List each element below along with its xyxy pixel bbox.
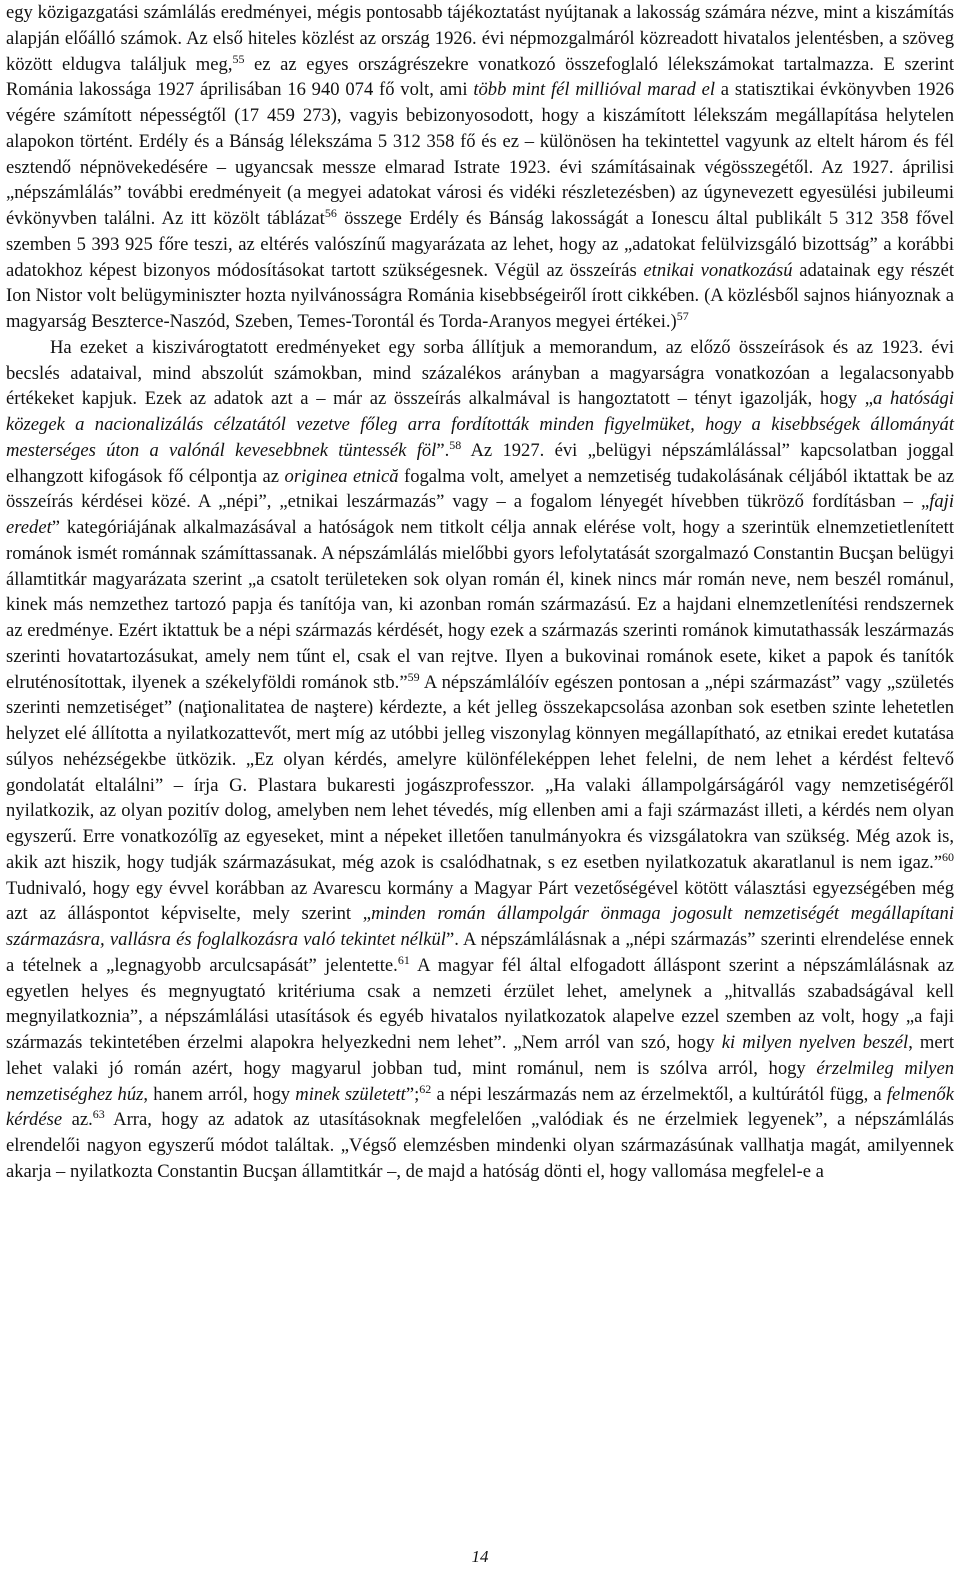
text-run: Arra, hogy az adatok az utasításoknak megfelelően „valódiak és ne érzelmiek legyenek”, a népszámlálás elrendelői nagyon egyszerű módot találtak. „Végső elemzésben mindenki olyan származásúnak vallhatja magát, amilyennek akarja – nyilatkozta Constantin Bucşan államtitkár –, de majd a hatóság dönti el, hogy vallomása megfelel-e a bbox=[6, 1109, 954, 1182]
text-run: adatainak egy részét Ion Nistor volt belügyminiszter hozta nyilvánosságra Románia kisebbségeiről írott cikkében. (A közlésből sajnos hiányoznak a magyarság Beszterce-Naszód, Szeben, Temes-Torontál és Torda-Aranyos megyei értékei.) bbox=[6, 259, 955, 332]
text-run: ” kategóriájának alkalmazásával a hatóságok nem titkolt célja annak elérése volt, hogy a szerintük elnemzetietlenített románok ismét románnak számíttassanak. A népszámlálás mielőbbi gyors lefolytatását szorgalmazó Constantin Bucşan belügyi államtitkár magyarázata szerint „a csatolt területeken sok olyan román él, kinek nincs már román neve, nem beszél románul, kinek más nemzethez tartozó papja és tanítója van, ki azonban román származású. Ez a hajdani elnemzetlenítési rendszernek az eredménye. Ezért iktattuk be a népi származás kérdését, hogy ezek a származás szerinti románok kimutathassák leszármazás szerinti hovatartozásukat, amely nem tűnt el, csak el van rejtve. Ilyen a bukovinai románok esete, kiket a papok és tanítók elruténosítottak, ilyenek a székelyföldi románok stb.” bbox=[6, 517, 954, 693]
footnote-ref-63[interactable]: 63 bbox=[92, 1107, 105, 1122]
paragraph-2 bbox=[6, 335, 954, 1185]
text-run: ”. A népszámlálásnak a „népi származás” szerinti elrendelése ennek a tételnek a „legnagyobb arculcsapását” jelentette. bbox=[6, 929, 954, 976]
text-run: összege Erdély és Bánság lakosságát a Ionescu által publikált 5 312 358 fővel szemben 5 393 925 főre teszi, az eltérés valószínű magyarázata az lehet, hogy az „adatokat felülvizsgáló bizottság” a korábbi adatokhoz képest bizonyos módosításokat tartott szükségesnek. Végül az összeírás bbox=[6, 208, 954, 281]
emphasis-text: érzelmileg milyen nemzetiséghez húz bbox=[6, 1057, 954, 1105]
text-run: A magyar fél által elfogadott álláspont szerint a népszámlálásnak az egyetlen helyes és megnyugtató kritériuma csak a nemzeti érzület lehet, amelynek a „hitvallás szabadságával kell megnyilatkoznia”, a népszámlálási utasítások és egyéb hivatalos nyilatkozatok alapelve ezzel szemben az volt, hogy „a faji származás tekintetében érzelmi alapokra helyezkedni nem lehet”. „Nem arról van szó, hogy bbox=[6, 954, 954, 1053]
text-run: Ha ezeket a kiszivárogtatott eredményeket egy sorba állítjuk a memorandum, az előző összeírások és az 1923. évi becslés adataival, mind abszolút számokban, mind százalékos arányban a magyarságra vonatkozóan a legalacsonyabb értékeket kapjuk. Ezek az adatok azt a – már az összeírás alkalmával is hangoztatott – tényt igazolják, hogy „ bbox=[6, 336, 954, 410]
text-run: ”; bbox=[405, 1083, 420, 1105]
document-page bbox=[6, 0, 954, 1185]
text-run: egy közigazgatási számlálás eredményei, mégis pontosabb tájékoztatást nyújtanak a lakosság számára nézve, mint a kiszámítás alapján előálló számok. Az első hiteles közlést az ország 1926. évi népmozgalmáról közreadott hivatalos jelentésben, a szöveg között eldugva találjuk meg, bbox=[6, 2, 954, 75]
page-number: 14 bbox=[471, 1547, 489, 1566]
text-run: ez az egyes országrészekre vonatkozó összefoglaló lélekszámokat tartalmazza. E szerint Románia lakossága 1927 áprilisában 16 940 074 fő volt, ami bbox=[6, 53, 954, 101]
footnote-ref-62[interactable]: 62 bbox=[419, 1081, 432, 1096]
text-run: , hanem arról, hogy bbox=[143, 1083, 296, 1105]
text-run: fogalma volt, amelyet a nemzetiség tudakolásának céljából iktattak be az összeírás kérdései közé. A „népi”, „etnikai leszármazás” vagy – a fogalom lényegét hívebben tükröző fordításban – „ bbox=[6, 465, 954, 513]
text-run: Tudnivaló, hogy egy évvel korábban az Avarescu kormány a Magyar Párt vezetőségével kötött választási egyezségében még azt az álláspontot képviselte, mely szerint „ bbox=[6, 877, 954, 925]
footnote-ref-56[interactable]: 56 bbox=[324, 205, 337, 220]
footnote-ref-57[interactable]: 57 bbox=[676, 308, 689, 323]
footnote-ref-59[interactable]: 59 bbox=[407, 669, 420, 684]
text-run: Az 1927. évi „belügyi népszámlálással” kapcsolatban joggal elhangzott kifogások fő célpontja az bbox=[6, 439, 955, 487]
term-italic: faji eredet bbox=[6, 491, 954, 538]
text-run: az. bbox=[62, 1109, 93, 1131]
text-run: A népszámlálóív egészen pontosan a „népi származást” vagy „születés szerinti nemzetiséget” (naţionalitatea de naştere) kérdezte, a két jelleg összekapcsolása azonban sok esetben szinte lehetetlen helyzet elé állította a nyilatkozattevőt, mert míg az utóbbi jelleg viszonylag könnyen megállapítható, az etnikai eredet kutatása súlyos nehézségekbe ütközik. „Ez olyan kérdés, amelyre különféleképpen lehet felelni, de nem lehet a kérdést feltevő gondolatát eltalálni” – írja G. Plastara bukaresti jogászprofesszor. „Ha valaki állampolgárságáról vagy nemzetiségéről nyilatkozik, az olyan pozitív dolog, amelyben nem lehet tévedés, míg ellenben ami a faji származást illeti, a kérdés nem olyan egyszerű. Erre vonatkozólīg az egyeseket, mint a népeket illetően tanulmányokra és vizsgálatokra van szükség. Még azok is, akik azt hiszik, hogy tudják származásukat, még azok is csalódhatnak, s ez esetben nyilatkozatuk akaratlanul is nem igaz.” bbox=[6, 671, 954, 873]
text-run: , mert lehet valaki jó román azért, hogy magyarul jobban tud, mint románul, nem is szólva arról, hogy bbox=[6, 1032, 954, 1079]
text-run: a statisztikai évkönyvben 1926 végére számított népességtől (17 459 273), vagyis bebizonyosodott, hogy a kiszámított lélekszám megállapítása helytelen alapokon történt. Erdély és a Bánság lélekszáma 5 312 358 fő és ez – különösen ha tekintettel vagyunk az eltelt három és fél esztendő népnövekedésére – ugyancsak messze elmarad Istrate 1923. évi számításainak végösszegétől. Az 1927. áprilisi „népszámlálás” további eredményeit (a megyei adatokat városi és vidéki részletezésben) az úgynevezett egyesülési jubileumi évkönyvben találni. Az itt közölt táblázat bbox=[6, 79, 954, 229]
emphasis-text: felmenők kérdése bbox=[6, 1083, 954, 1131]
emphasis-text: minek született bbox=[295, 1083, 406, 1105]
term-italic: originea etnică bbox=[284, 465, 399, 487]
paragraph-1 bbox=[6, 0, 954, 335]
emphasis-text: etnikai vonatkozású bbox=[643, 259, 793, 281]
footnote-ref-61[interactable]: 61 bbox=[397, 952, 410, 967]
footnote-ref-55[interactable]: 55 bbox=[232, 51, 245, 66]
text-run: a népi leszármazás nem az érzelmektől, a kultúrától függ, a bbox=[431, 1083, 887, 1105]
quote-italic: a hatósági közegek a nacionalizálás célzatától vezetve főleg arra fordították minden figyelmüket, hogy a kisebbségek állományát mesterséges úton a valónál kevesebbnek tüntessék föl bbox=[6, 388, 955, 461]
quote-italic: minden román állampolgár önmaga jogosult nemzetiségét megállapítani származásra, vallásra és foglalkozásra való tekintet nélkül bbox=[6, 903, 954, 950]
text-run: ”. bbox=[436, 439, 450, 461]
footnote-ref-58[interactable]: 58 bbox=[449, 437, 462, 452]
emphasis-text: ki milyen nyelven beszél bbox=[721, 1032, 909, 1053]
footnote-ref-60[interactable]: 60 bbox=[942, 849, 954, 864]
emphasis-text: több mint fél millióval marad el bbox=[473, 79, 716, 101]
